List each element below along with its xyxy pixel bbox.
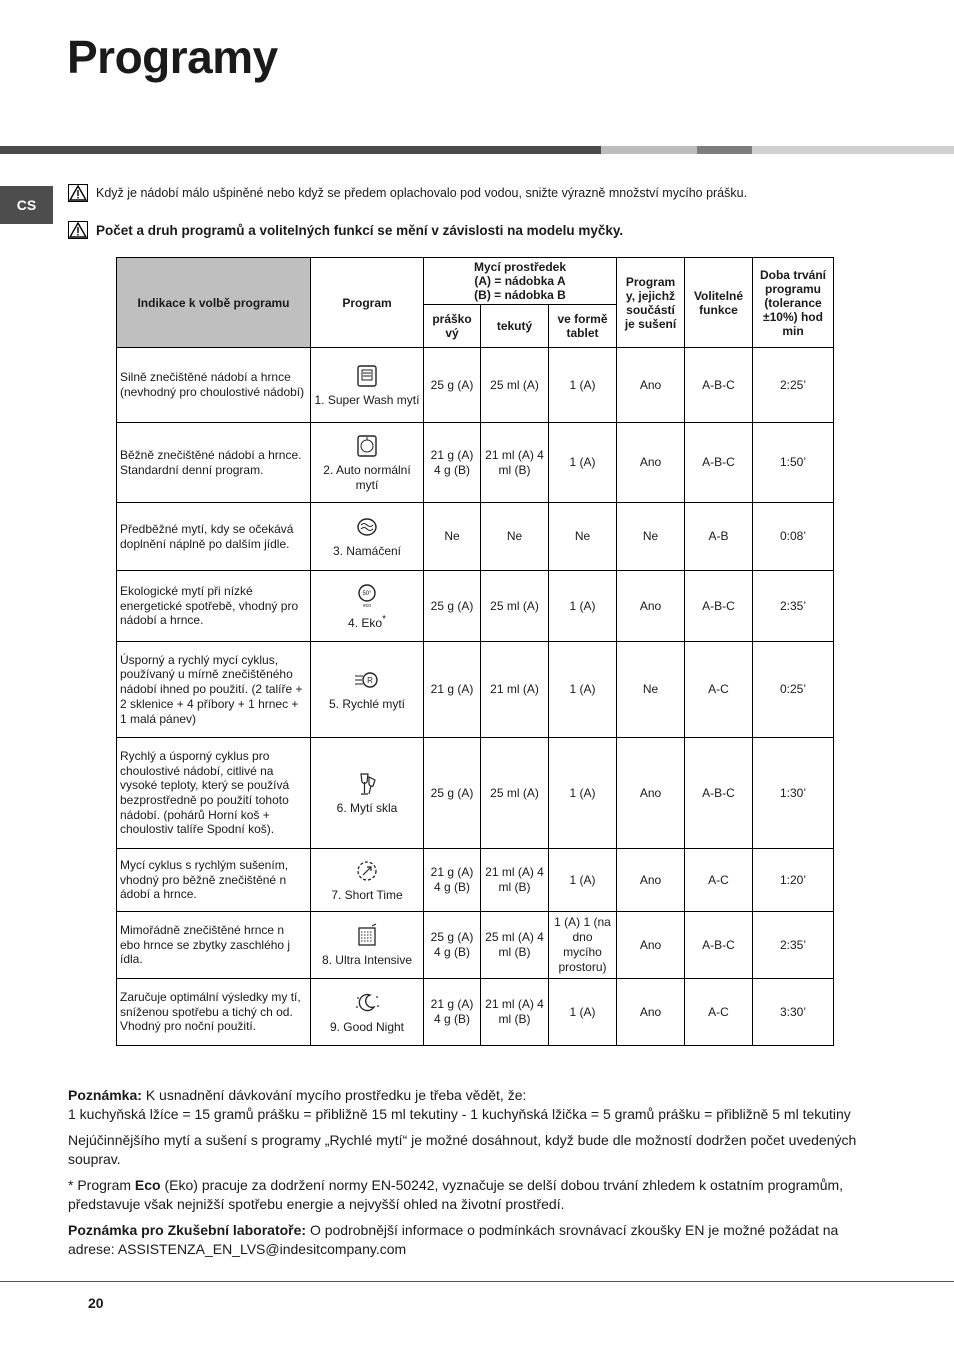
indication-cell: Zaručuje optimální výsledky my tí, sníženou spotřebu a tichý ch od. Vhodný pro noční použití. [117,979,311,1046]
table-row [117,979,834,1046]
svg-text:eco: eco [362,602,372,608]
duration-cell: 2:35’ [753,912,834,979]
options-cell: A-B-C [685,423,753,503]
page-number: 20 [88,1295,104,1311]
soak-icon [352,514,382,540]
warning-text: Počet a druh programů a volitelných funkcí se mění v závislosti na modelu myčky. [96,222,624,238]
indication-cell: Rychlý a úsporný cyklus pro choulostivé nádobí, citlivé na vysoké teploty, který se používá bezprostředně po použití tohoto nádobí. (pohárů Horní koš + choulostiv talíře Spodní koš). [117,738,311,849]
notes-section [68,1086,868,1266]
powder-cell: 21 g (A) 4 g (B) [424,849,481,912]
drying-cell: Ano [617,738,685,849]
options-cell: A-C [685,849,753,912]
header-options: Volitelné funkce [685,258,753,348]
rapid-wash-icon [352,667,382,693]
duration-cell: 1:30’ [753,738,834,849]
svg-text:50°: 50° [362,590,372,597]
duration-cell: 0:25’ [753,642,834,738]
header-powder-line: vý [445,326,459,340]
header-liquid: tekutý [481,305,549,348]
note-paragraph: Nejúčinnějšího mytí a sušení s programy „Rychlé mytí“ je možné dosáhnout, když bude dle možností dodržen počet uvedených souprav. [68,1132,857,1167]
program-label: 2. Auto normální mytí [323,462,411,492]
options-cell: A-B [685,503,753,571]
indication-cell: Úsporný a rychlý mycí cyklus, používaný u mírně znečištěného nádobí ihned po použití. (2 talíře + 2 sklenice + 4 příbory + 1 hrnec + 1 malá pánev) [117,642,311,738]
table-row [117,423,834,503]
program-cell [311,642,424,738]
powder-cell: 21 g (A) 4 g (B) [424,979,481,1046]
options-cell: A-B-C [685,738,753,849]
super-wash-icon [352,363,382,389]
table-row [117,912,834,979]
header-powder [424,305,481,348]
liquid-cell: 21 ml (A) 4 ml (B) [481,979,549,1046]
program-label: 1. Super Wash mytí [314,392,420,407]
glass-wash-icon [352,771,382,797]
powder-cell: 25 g (A) [424,348,481,423]
programs-table [116,257,834,1046]
liquid-cell: 25 ml (A) [481,738,549,849]
liquid-cell: 21 ml (A) 4 ml (B) [481,423,549,503]
header-powder-line: práško [432,312,472,326]
note-paragraph [68,1221,868,1259]
program-label: 9. Good Night [329,1019,405,1034]
warning-note [68,221,623,239]
indication-cell: Ekologické mytí při nízké energetické spotřebě, vhodný pro nádobí a hrnce. [117,571,311,642]
program-cell [311,912,424,979]
options-cell: A-B-C [685,348,753,423]
indication-cell: Předběžné mytí, kdy se očekává doplnění náplně po dalším jídle. [117,503,311,571]
program-label: 5. Rychlé mytí [328,697,406,711]
powder-cell: 21 g (A) 4 g (B) [424,423,481,503]
options-cell: A-B-C [685,571,753,642]
indication-cell: Silně znečištěné nádobí a hrnce (nevhodný pro choulostivé nádobí) [117,348,311,423]
powder-cell: Ne [424,503,481,571]
liquid-cell: 25 ml (A) 4 ml (B) [481,912,549,979]
ultra-intensive-icon [352,923,382,949]
table-row [117,738,834,849]
warning-triangle-icon [68,221,88,239]
note-text: (Eko) pracuje za dodržení normy EN-50242, vyznačuje se delší dobou trvání zhledem k ostatním programům, představuje však nejnižší spotřebu energie a nejvyšší ohled na životní prostředí. [68,1177,844,1212]
note-text: * Program [68,1177,132,1193]
program-label: 6. Mytí skla [336,800,398,815]
table-row [117,849,834,912]
program-cell [311,849,424,912]
program-cell [311,503,424,571]
program-label: 7. Short Time [331,887,403,902]
table-row [117,571,834,642]
program-label: 4. Eko [348,615,383,630]
tablet-cell: 1 (A) [549,738,617,849]
duration-cell: 1:20’ [753,849,834,912]
tablet-cell: 1 (A) 1 (na dno mycího prostoru) [549,912,617,979]
indication-cell: Mycí cyklus s rychlým sušením, vhodný pro běžně znečištěné n ádobí a hrnce. [117,849,311,912]
indication-cell: Běžně znečištěné nádobí a hrnce. Standardní denní program. [117,423,311,503]
drying-cell: Ano [617,571,685,642]
options-cell: A-B-C [685,912,753,979]
note-text: K usnadnění dávkování mycího prostředku je třeba vědět, že: [145,1087,527,1103]
liquid-cell: Ne [481,503,549,571]
program-label: 3. Namáčení [332,544,402,558]
svg-text:R: R [367,676,373,685]
duration-cell: 1:50’ [753,423,834,503]
drying-cell: Ano [617,912,685,979]
table-row [117,503,834,571]
note-paragraph [68,1086,868,1124]
eco-asterisk: * [382,613,386,625]
drying-cell: Ano [617,849,685,912]
header-detergent-line: Mycí prostředek [473,260,567,274]
liquid-cell: 25 ml (A) [481,348,549,423]
tablet-cell: Ne [549,503,617,571]
duration-cell: 0:08’ [753,503,834,571]
header-indication: Indikace k volbě programu [117,258,311,348]
table-row [117,642,834,738]
options-cell: A-C [685,642,753,738]
powder-cell: 21 g (A) [424,642,481,738]
header-tablet: ve formě tablet [549,305,617,348]
header-program: Program [311,258,424,348]
note-text: 1 kuchyňská lžíce = 15 gramů prášku = přibližně 15 ml tekutiny - 1 kuchyňská lžička = 5 gramů prášku = přibližně 5 ml tekutiny [68,1106,851,1122]
drying-cell: Ano [617,979,685,1046]
table-row [117,348,834,423]
header-band [0,146,601,154]
footer-divider [0,1281,954,1282]
header-detergent [424,258,617,305]
tablet-cell: 1 (A) [549,849,617,912]
note-label: Eco [134,1177,161,1193]
program-label: 8. Ultra Intensive [321,952,413,967]
short-time-icon [352,858,382,884]
note-label: Poznámka pro Zkušební laboratoře: [68,1222,307,1238]
good-night-icon [352,990,382,1016]
liquid-cell: 21 ml (A) [481,642,549,738]
note-paragraph [68,1176,868,1214]
options-cell: A-C [685,979,753,1046]
drying-cell: Ano [617,423,685,503]
powder-cell: 25 g (A) 4 g (B) [424,912,481,979]
duration-cell: 3:30’ [753,979,834,1046]
warning-triangle-icon [68,184,88,202]
program-cell [311,738,424,849]
warning-text: Když je nádobí málo ušpiněné nebo když se předem oplachovalo pod vodou, snižte výrazně množství mycího prášku. [96,186,748,200]
header-detergent-line: (B) = nádobka B [474,288,566,302]
liquid-cell: 25 ml (A) [481,571,549,642]
eco-icon [352,582,382,608]
tablet-cell: 1 (A) [549,348,617,423]
drying-cell: Ano [617,348,685,423]
header-band [697,146,752,154]
duration-cell: 2:25’ [753,348,834,423]
program-cell [311,348,424,423]
tablet-cell: 1 (A) [549,571,617,642]
page-title: Programy [67,31,278,83]
tablet-cell: 1 (A) [549,642,617,738]
powder-cell: 25 g (A) [424,738,481,849]
drying-cell: Ne [617,642,685,738]
powder-cell: 25 g (A) [424,571,481,642]
header-duration: Doba trvání programu (tolerance ±10%) hod min [753,258,834,348]
drying-cell: Ne [617,503,685,571]
indication-cell: Mimořádně znečištěné hrnce n ebo hrnce se zbytky zaschlého j ídla. [117,912,311,979]
header-detergent-line: (A) = nádobka A [474,274,566,288]
note-text: O podrobnější informace o podmínkách srovnávací zkoušky EN je možné požádat na adrese: ASSISTENZA_EN_LVS@indesitcompany.com [68,1222,839,1257]
tablet-cell: 1 (A) [549,423,617,503]
program-cell [311,571,424,642]
program-cell [311,979,424,1046]
header-band [752,146,954,154]
language-tab: CS [0,186,53,224]
header-drying: Program y, jejichž součástí je sušení [617,258,685,348]
duration-cell: 2:35’ [753,571,834,642]
program-cell [311,423,424,503]
auto-normal-icon [352,433,382,459]
warning-note [68,184,747,202]
header-band [601,146,697,154]
liquid-cell: 21 ml (A) 4 ml (B) [481,849,549,912]
tablet-cell: 1 (A) [549,979,617,1046]
note-label: Poznámka: [68,1087,142,1103]
